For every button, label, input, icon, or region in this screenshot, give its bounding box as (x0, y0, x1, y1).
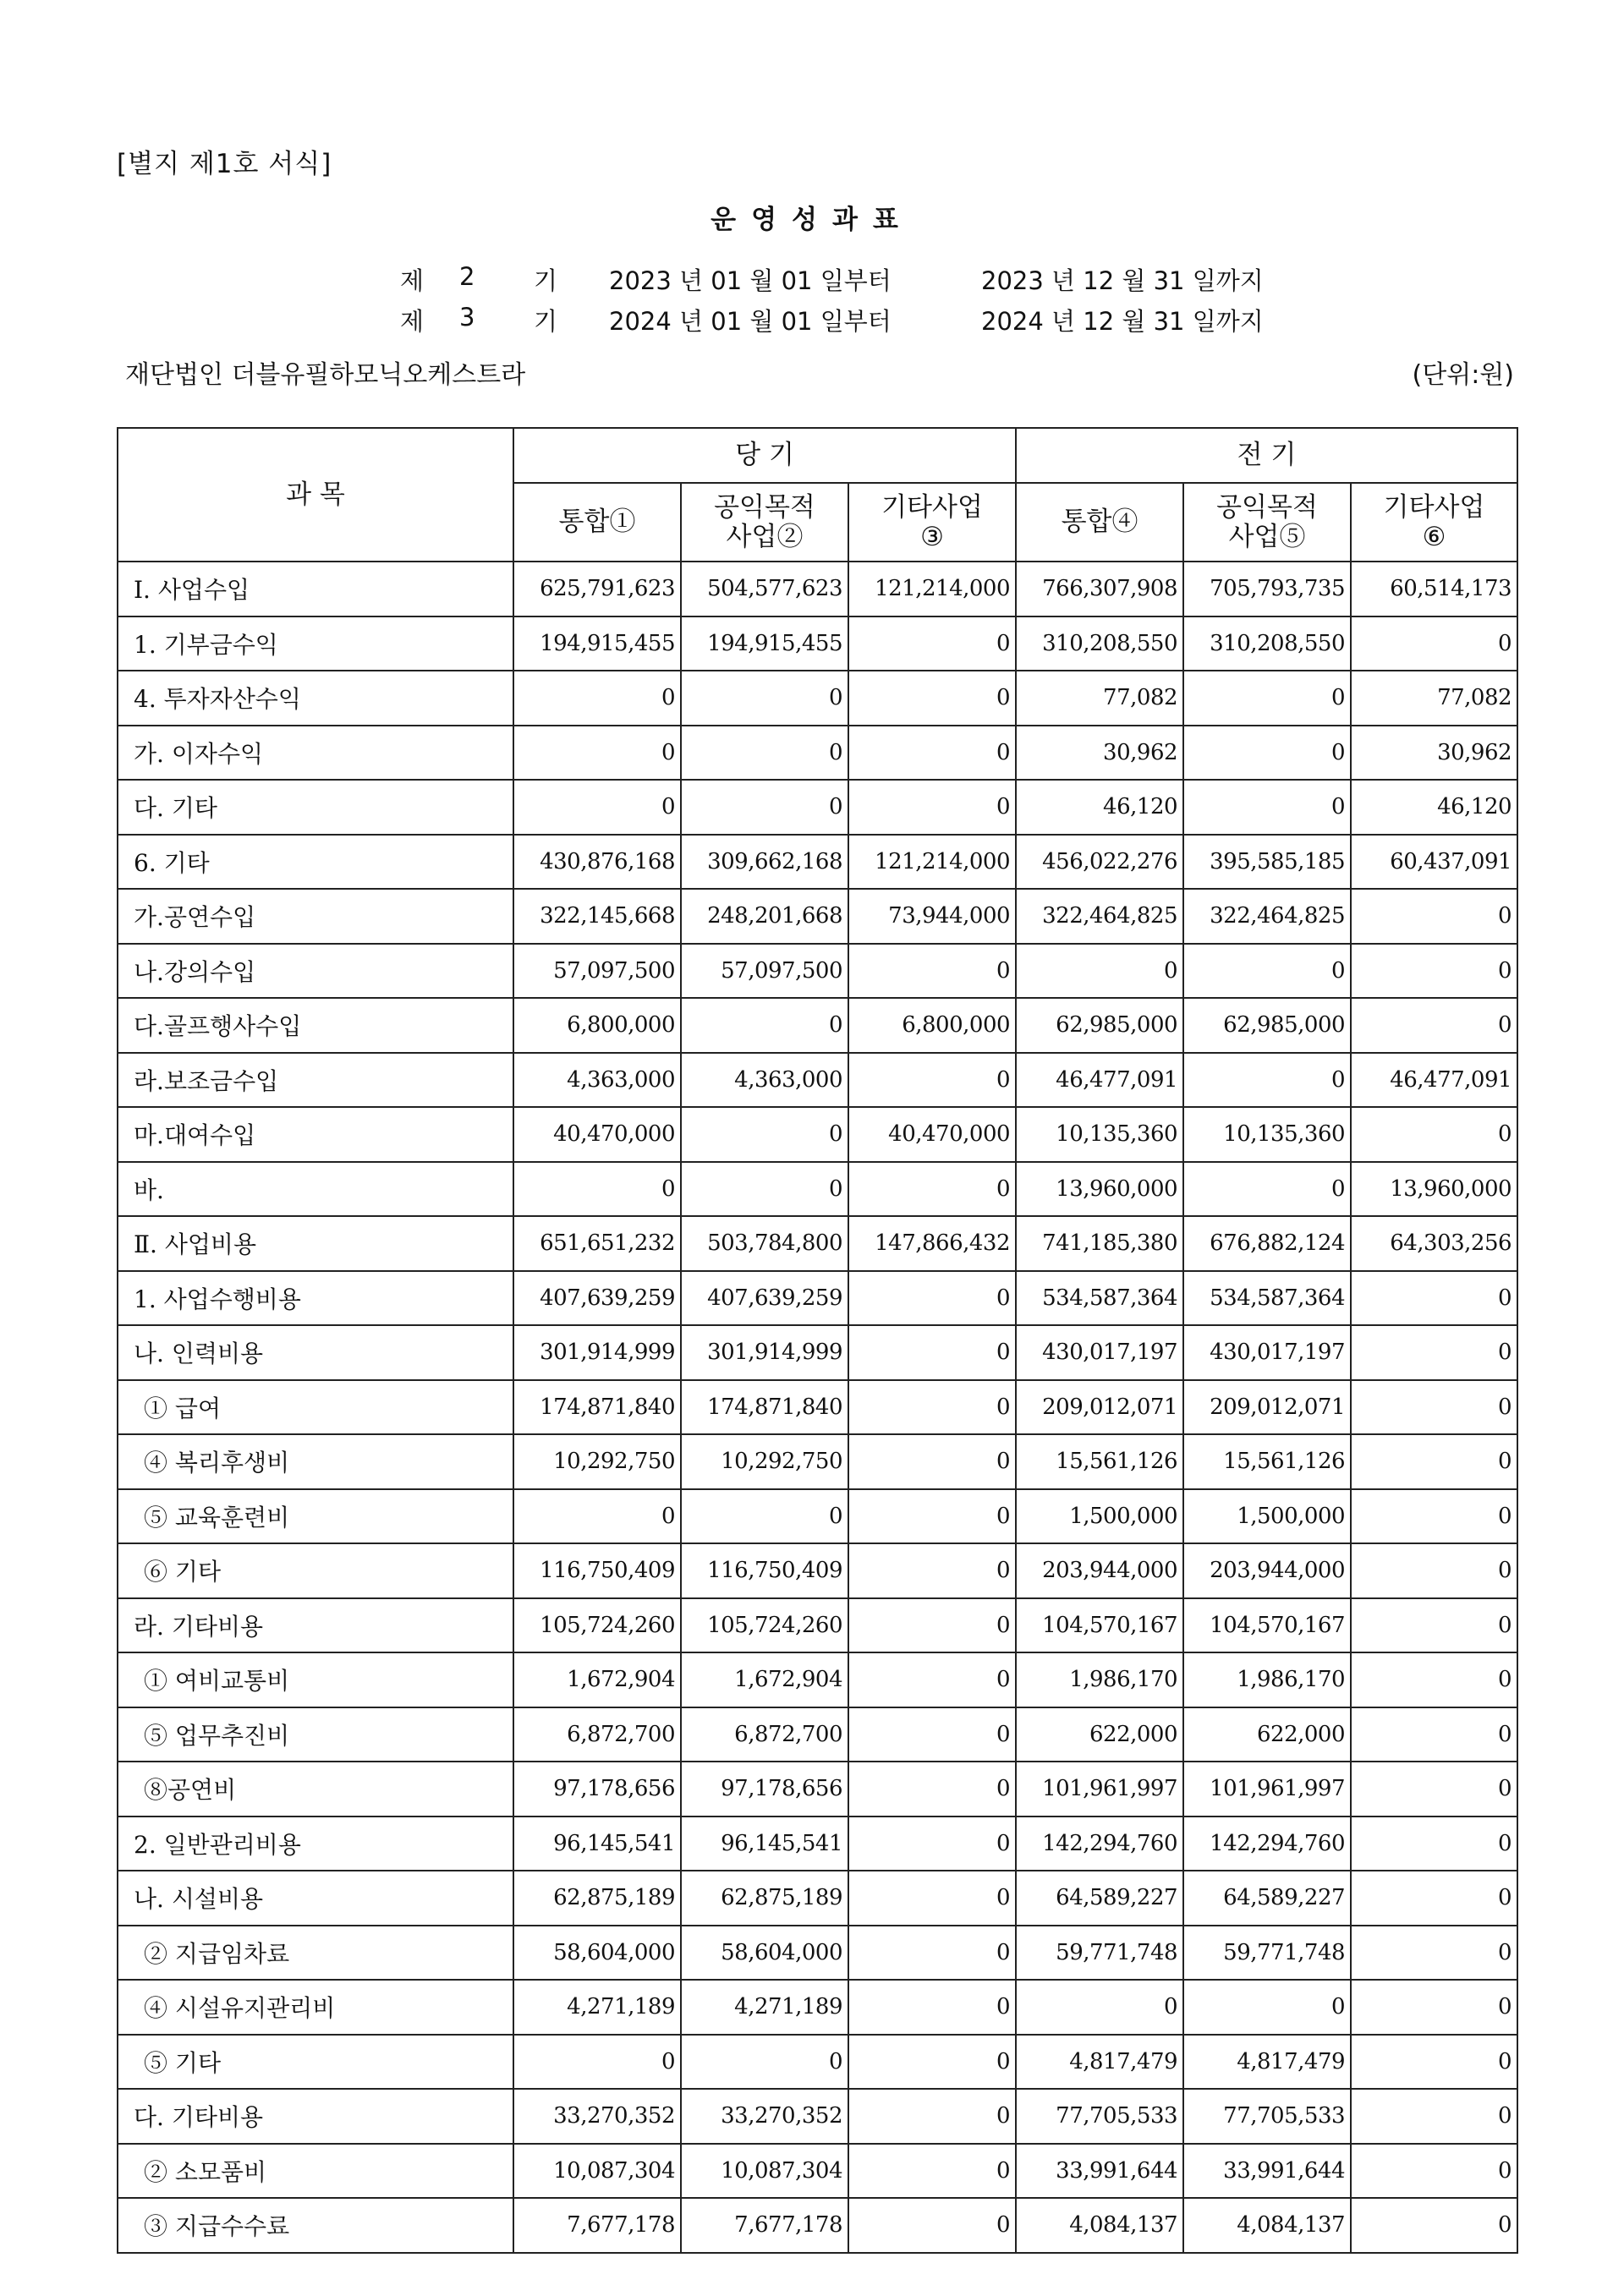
period-end: 2024 년 12 월 31 일까지 (981, 307, 1264, 336)
row-label: ③ 지급수수료 (118, 2198, 513, 2253)
value-cell: 0 (848, 1707, 1016, 1762)
value-cell: 4,084,137 (1183, 2198, 1351, 2253)
value-cell: 0 (848, 616, 1016, 671)
row-label: 1. 기부금수익 (118, 616, 513, 671)
value-cell: 105,724,260 (513, 1598, 681, 1653)
value-cell: 7,677,178 (513, 2198, 681, 2253)
value-cell: 0 (681, 1162, 848, 1217)
row-label: 나. 인력비용 (118, 1325, 513, 1380)
value-cell: 6,800,000 (513, 998, 681, 1053)
row-label: ② 소모품비 (118, 2144, 513, 2199)
value-cell: 0 (1183, 671, 1351, 726)
value-cell: 504,577,623 (681, 562, 848, 616)
value-cell: 534,587,364 (1183, 1271, 1351, 1326)
subject-header: 과 목 (118, 428, 513, 562)
value-cell: 10,087,304 (681, 2144, 848, 2199)
row-label: 라. 기타비용 (118, 1598, 513, 1653)
value-cell: 0 (1351, 1926, 1517, 1981)
value-cell: 625,791,623 (513, 562, 681, 616)
organization-name: 재단법인 더블유필하모닉오케스트라 (125, 360, 526, 390)
period-end: 2023 년 12 월 31 일까지 (981, 266, 1264, 295)
value-cell: 0 (1351, 1652, 1517, 1707)
value-cell: 0 (1351, 1489, 1517, 1544)
value-cell: 13,960,000 (1016, 1162, 1183, 1217)
value-cell: 0 (848, 1980, 1016, 2035)
value-cell: 0 (681, 2035, 848, 2090)
row-label: ④ 복리후생비 (118, 1434, 513, 1489)
value-cell: 104,570,167 (1183, 1598, 1351, 1653)
value-cell: 0 (681, 726, 848, 781)
value-cell: 395,585,185 (1183, 835, 1351, 890)
period-label-prefix: 제 (400, 266, 425, 295)
value-cell: 0 (848, 1053, 1016, 1108)
value-cell: 1,986,170 (1016, 1652, 1183, 1707)
row-label: 마.대여수입 (118, 1107, 513, 1162)
value-cell: 62,875,189 (681, 1871, 848, 1926)
table-row (118, 998, 1517, 1053)
value-cell: 46,477,091 (1351, 1053, 1517, 1108)
value-cell: 0 (681, 1107, 848, 1162)
value-cell: 1,672,904 (681, 1652, 848, 1707)
value-cell: 62,985,000 (1016, 998, 1183, 1053)
table-row (118, 944, 1517, 999)
form-label: [별지 제1호 서식] (117, 149, 332, 179)
period-number: 3 (459, 303, 475, 332)
value-cell: 59,771,748 (1016, 1926, 1183, 1981)
value-cell: 0 (1183, 944, 1351, 999)
row-label: ① 여비교통비 (118, 1652, 513, 1707)
value-cell: 116,750,409 (681, 1543, 848, 1598)
value-cell: 407,639,259 (513, 1271, 681, 1326)
value-cell: 10,292,750 (513, 1434, 681, 1489)
value-cell: 77,705,533 (1183, 2089, 1351, 2144)
value-cell: 57,097,500 (681, 944, 848, 999)
value-cell: 101,961,997 (1016, 1762, 1183, 1817)
period-start: 2024 년 01 월 01 일부터 (609, 307, 892, 336)
period-label-prefix: 제 (400, 307, 425, 336)
column-header (681, 483, 848, 562)
value-cell: 0 (681, 780, 848, 835)
value-cell: 0 (848, 1162, 1016, 1217)
row-label: Ⅱ. 사업비용 (118, 1216, 513, 1271)
value-cell: 0 (1351, 1707, 1517, 1762)
value-cell: 0 (848, 1543, 1016, 1598)
value-cell: 322,145,668 (513, 889, 681, 944)
value-cell: 62,985,000 (1183, 998, 1351, 1053)
value-cell: 0 (1183, 780, 1351, 835)
value-cell: 0 (1351, 1980, 1517, 2035)
row-label: ① 급여 (118, 1380, 513, 1435)
value-cell: 33,270,352 (513, 2089, 681, 2144)
value-cell: 310,208,550 (1183, 616, 1351, 671)
table-row (118, 616, 1517, 671)
value-cell: 30,962 (1351, 726, 1517, 781)
column-header (1183, 483, 1351, 562)
value-cell: 322,464,825 (1183, 889, 1351, 944)
value-cell: 4,084,137 (1016, 2198, 1183, 2253)
row-label: ⑤ 교육훈련비 (118, 1489, 513, 1544)
value-cell: 622,000 (1016, 1707, 1183, 1762)
value-cell: 174,871,840 (681, 1380, 848, 1435)
value-cell: 0 (1016, 1980, 1183, 2035)
column-header-line1: 공익목적 (1216, 492, 1318, 523)
value-cell: 58,604,000 (681, 1926, 848, 1981)
value-cell: 0 (681, 998, 848, 1053)
row-label: 4. 투자자산수익 (118, 671, 513, 726)
table-row (118, 1162, 1517, 1217)
table-row (118, 780, 1517, 835)
column-header-line1: 공익목적 (714, 492, 815, 523)
table-row (118, 2089, 1517, 2144)
table-row (118, 562, 1517, 616)
column-header-line1: 기타사업 (881, 492, 983, 523)
value-cell: 0 (848, 726, 1016, 781)
table-row (118, 1380, 1517, 1435)
row-label: ④ 시설유지관리비 (118, 1980, 513, 2035)
column-header-line2: 사업⑤ (1228, 521, 1306, 552)
table-row (118, 2144, 1517, 2199)
value-cell: 0 (848, 1871, 1016, 1926)
operating-results-table (117, 427, 1518, 2254)
value-cell: 0 (1351, 1380, 1517, 1435)
value-cell: 0 (1183, 1980, 1351, 2035)
value-cell: 10,292,750 (681, 1434, 848, 1489)
value-cell: 97,178,656 (513, 1762, 681, 1817)
value-cell: 0 (1351, 998, 1517, 1053)
value-cell: 46,120 (1016, 780, 1183, 835)
value-cell: 4,363,000 (681, 1053, 848, 1108)
unit-note: (단위:원) (1412, 360, 1514, 390)
row-label: ⑤ 업무추진비 (118, 1707, 513, 1762)
value-cell: 64,589,227 (1183, 1871, 1351, 1926)
value-cell: 0 (1183, 1053, 1351, 1108)
row-label: ⑧공연비 (118, 1762, 513, 1817)
value-cell: 0 (848, 1380, 1016, 1435)
value-cell: 0 (848, 1926, 1016, 1981)
row-label: 다. 기타비용 (118, 2089, 513, 2144)
value-cell: 60,437,091 (1351, 835, 1517, 890)
value-cell: 203,944,000 (1016, 1543, 1183, 1598)
value-cell: 622,000 (1183, 1707, 1351, 1762)
value-cell: 46,477,091 (1016, 1053, 1183, 1108)
value-cell: 0 (848, 1271, 1016, 1326)
row-label: ② 지급임차료 (118, 1926, 513, 1981)
value-cell: 209,012,071 (1016, 1380, 1183, 1435)
value-cell: 1,986,170 (1183, 1652, 1351, 1707)
value-cell: 13,960,000 (1351, 1162, 1517, 1217)
column-header-line2: ⑥ (1422, 521, 1446, 552)
value-cell: 0 (848, 944, 1016, 999)
previous-period-header: 전 기 (1016, 428, 1517, 483)
value-cell: 101,961,997 (1183, 1762, 1351, 1817)
value-cell: 4,817,479 (1183, 2035, 1351, 2090)
value-cell: 194,915,455 (513, 616, 681, 671)
row-label: 가. 이자수익 (118, 726, 513, 781)
value-cell: 96,145,541 (513, 1817, 681, 1871)
value-cell: 0 (1351, 1271, 1517, 1326)
value-cell: 0 (848, 1652, 1016, 1707)
value-cell: 6,872,700 (681, 1707, 848, 1762)
column-header (513, 483, 681, 562)
table-row (118, 1489, 1517, 1544)
value-cell: 0 (1351, 1762, 1517, 1817)
row-label: 나. 시설비용 (118, 1871, 513, 1926)
value-cell: 676,882,124 (1183, 1216, 1351, 1271)
value-cell: 309,662,168 (681, 835, 848, 890)
period-line (0, 262, 1624, 296)
value-cell: 705,793,735 (1183, 562, 1351, 616)
value-cell: 7,677,178 (681, 2198, 848, 2253)
value-cell: 105,724,260 (681, 1598, 848, 1653)
row-label: 6. 기타 (118, 835, 513, 890)
value-cell: 766,307,908 (1016, 562, 1183, 616)
value-cell: 0 (1351, 889, 1517, 944)
row-label: Ⅰ. 사업수입 (118, 562, 513, 616)
table-row (118, 1107, 1517, 1162)
value-cell: 0 (1351, 2198, 1517, 2253)
table-row (118, 1980, 1517, 2035)
value-cell: 0 (513, 2035, 681, 2090)
value-cell: 0 (1351, 1543, 1517, 1598)
table-row (118, 1926, 1517, 1981)
table-row (118, 1325, 1517, 1380)
value-cell: 4,271,189 (681, 1980, 848, 2035)
value-cell: 0 (1351, 1107, 1517, 1162)
value-cell: 104,570,167 (1016, 1598, 1183, 1653)
value-cell: 142,294,760 (1183, 1817, 1351, 1871)
table-row (118, 1053, 1517, 1108)
value-cell: 33,991,644 (1016, 2144, 1183, 2199)
value-cell: 322,464,825 (1016, 889, 1183, 944)
table-body (118, 562, 1517, 2253)
value-cell: 430,017,197 (1183, 1325, 1351, 1380)
value-cell: 0 (848, 2035, 1016, 2090)
value-cell: 0 (513, 671, 681, 726)
value-cell: 10,135,360 (1183, 1107, 1351, 1162)
value-cell: 58,604,000 (513, 1926, 681, 1981)
column-header-line1: 기타사업 (1383, 492, 1485, 523)
value-cell: 0 (848, 2198, 1016, 2253)
value-cell: 121,214,000 (848, 562, 1016, 616)
value-cell: 77,082 (1351, 671, 1517, 726)
table-row (118, 1434, 1517, 1489)
row-label: ⑥ 기타 (118, 1543, 513, 1598)
value-cell: 174,871,840 (513, 1380, 681, 1435)
value-cell: 0 (1183, 1162, 1351, 1217)
value-cell: 503,784,800 (681, 1216, 848, 1271)
table-row (118, 1543, 1517, 1598)
value-cell: 0 (848, 1762, 1016, 1817)
value-cell: 15,561,126 (1016, 1434, 1183, 1489)
period-label-suffix: 기 (534, 266, 558, 295)
value-cell: 57,097,500 (513, 944, 681, 999)
value-cell: 0 (848, 671, 1016, 726)
value-cell: 1,500,000 (1016, 1489, 1183, 1544)
value-cell: 0 (1183, 726, 1351, 781)
value-cell: 64,303,256 (1351, 1216, 1517, 1271)
period-start: 2023 년 01 월 01 일부터 (609, 266, 892, 295)
value-cell: 33,991,644 (1183, 2144, 1351, 2199)
table-row (118, 1762, 1517, 1817)
table-row (118, 726, 1517, 781)
value-cell: 456,022,276 (1016, 835, 1183, 890)
value-cell: 0 (681, 1489, 848, 1544)
value-cell: 0 (1351, 2144, 1517, 2199)
row-label: 1. 사업수행비용 (118, 1271, 513, 1326)
value-cell: 116,750,409 (513, 1543, 681, 1598)
value-cell: 0 (513, 726, 681, 781)
column-header (848, 483, 1016, 562)
column-header-line1: 통합④ (1061, 507, 1138, 538)
value-cell: 407,639,259 (681, 1271, 848, 1326)
value-cell: 4,271,189 (513, 1980, 681, 2035)
value-cell: 0 (1351, 1598, 1517, 1653)
column-header-line2: 사업② (726, 521, 804, 552)
column-header-line1: 통합① (558, 507, 636, 538)
value-cell: 77,705,533 (1016, 2089, 1183, 2144)
value-cell: 0 (1016, 944, 1183, 999)
value-cell: 0 (513, 780, 681, 835)
value-cell: 301,914,999 (513, 1325, 681, 1380)
value-cell: 310,208,550 (1016, 616, 1183, 671)
row-label: 바. (118, 1162, 513, 1217)
column-header (1016, 483, 1183, 562)
value-cell: 46,120 (1351, 780, 1517, 835)
value-cell: 534,587,364 (1016, 1271, 1183, 1326)
value-cell: 301,914,999 (681, 1325, 848, 1380)
value-cell: 0 (681, 671, 848, 726)
column-header-line2: ③ (920, 521, 944, 552)
value-cell: 30,962 (1016, 726, 1183, 781)
table-row (118, 671, 1517, 726)
value-cell: 0 (848, 2089, 1016, 2144)
value-cell: 0 (1351, 1871, 1517, 1926)
value-cell: 0 (1351, 1817, 1517, 1871)
value-cell: 6,872,700 (513, 1707, 681, 1762)
value-cell: 10,087,304 (513, 2144, 681, 2199)
value-cell: 4,817,479 (1016, 2035, 1183, 2090)
row-label: 2. 일반관리비용 (118, 1817, 513, 1871)
value-cell: 96,145,541 (681, 1817, 848, 1871)
value-cell: 248,201,668 (681, 889, 848, 944)
value-cell: 651,651,232 (513, 1216, 681, 1271)
period-number: 2 (459, 262, 475, 291)
value-cell: 147,866,432 (848, 1216, 1016, 1271)
table-row (118, 1271, 1517, 1326)
row-label: 다.골프행사수입 (118, 998, 513, 1053)
value-cell: 0 (848, 2144, 1016, 2199)
value-cell: 0 (848, 780, 1016, 835)
value-cell: 4,363,000 (513, 1053, 681, 1108)
table-row (118, 1871, 1517, 1926)
value-cell: 0 (848, 1817, 1016, 1871)
value-cell: 430,017,197 (1016, 1325, 1183, 1380)
value-cell: 0 (1351, 616, 1517, 671)
value-cell: 741,185,380 (1016, 1216, 1183, 1271)
current-period-header: 당 기 (513, 428, 1016, 483)
row-label: ⑤ 기타 (118, 2035, 513, 2090)
value-cell: 0 (1351, 944, 1517, 999)
value-cell: 1,672,904 (513, 1652, 681, 1707)
document-title: 운영성과표 (710, 205, 914, 235)
table-row (118, 835, 1517, 890)
value-cell: 73,944,000 (848, 889, 1016, 944)
value-cell: 203,944,000 (1183, 1543, 1351, 1598)
table-row (118, 1216, 1517, 1271)
value-cell: 0 (513, 1162, 681, 1217)
value-cell: 15,561,126 (1183, 1434, 1351, 1489)
table-row (118, 889, 1517, 944)
table-row (118, 1598, 1517, 1653)
value-cell: 430,876,168 (513, 835, 681, 890)
value-cell: 142,294,760 (1016, 1817, 1183, 1871)
row-label: 라.보조금수입 (118, 1053, 513, 1108)
table-row (118, 2198, 1517, 2253)
value-cell: 0 (848, 1489, 1016, 1544)
value-cell: 10,135,360 (1016, 1107, 1183, 1162)
value-cell: 40,470,000 (513, 1107, 681, 1162)
value-cell: 0 (1351, 2089, 1517, 2144)
table-row (118, 1707, 1517, 1762)
value-cell: 121,214,000 (848, 835, 1016, 890)
value-cell: 0 (848, 1325, 1016, 1380)
value-cell: 0 (1351, 1434, 1517, 1489)
value-cell: 194,915,455 (681, 616, 848, 671)
value-cell: 77,082 (1016, 671, 1183, 726)
value-cell: 0 (848, 1598, 1016, 1653)
row-label: 나.강의수입 (118, 944, 513, 999)
value-cell: 64,589,227 (1016, 1871, 1183, 1926)
value-cell: 0 (848, 1434, 1016, 1489)
value-cell: 0 (1351, 2035, 1517, 2090)
value-cell: 59,771,748 (1183, 1926, 1351, 1981)
table-row (118, 2035, 1517, 2090)
value-cell: 6,800,000 (848, 998, 1016, 1053)
column-header (1351, 483, 1517, 562)
value-cell: 0 (1351, 1325, 1517, 1380)
value-cell: 62,875,189 (513, 1871, 681, 1926)
value-cell: 1,500,000 (1183, 1489, 1351, 1544)
value-cell: 0 (513, 1489, 681, 1544)
period-label-suffix: 기 (534, 307, 558, 336)
value-cell: 33,270,352 (681, 2089, 848, 2144)
value-cell: 97,178,656 (681, 1762, 848, 1817)
table-row (118, 1652, 1517, 1707)
period-line (0, 303, 1624, 337)
value-cell: 60,514,173 (1351, 562, 1517, 616)
table-row (118, 1817, 1517, 1871)
value-cell: 209,012,071 (1183, 1380, 1351, 1435)
row-label: 다. 기타 (118, 780, 513, 835)
row-label: 가.공연수입 (118, 889, 513, 944)
value-cell: 40,470,000 (848, 1107, 1016, 1162)
